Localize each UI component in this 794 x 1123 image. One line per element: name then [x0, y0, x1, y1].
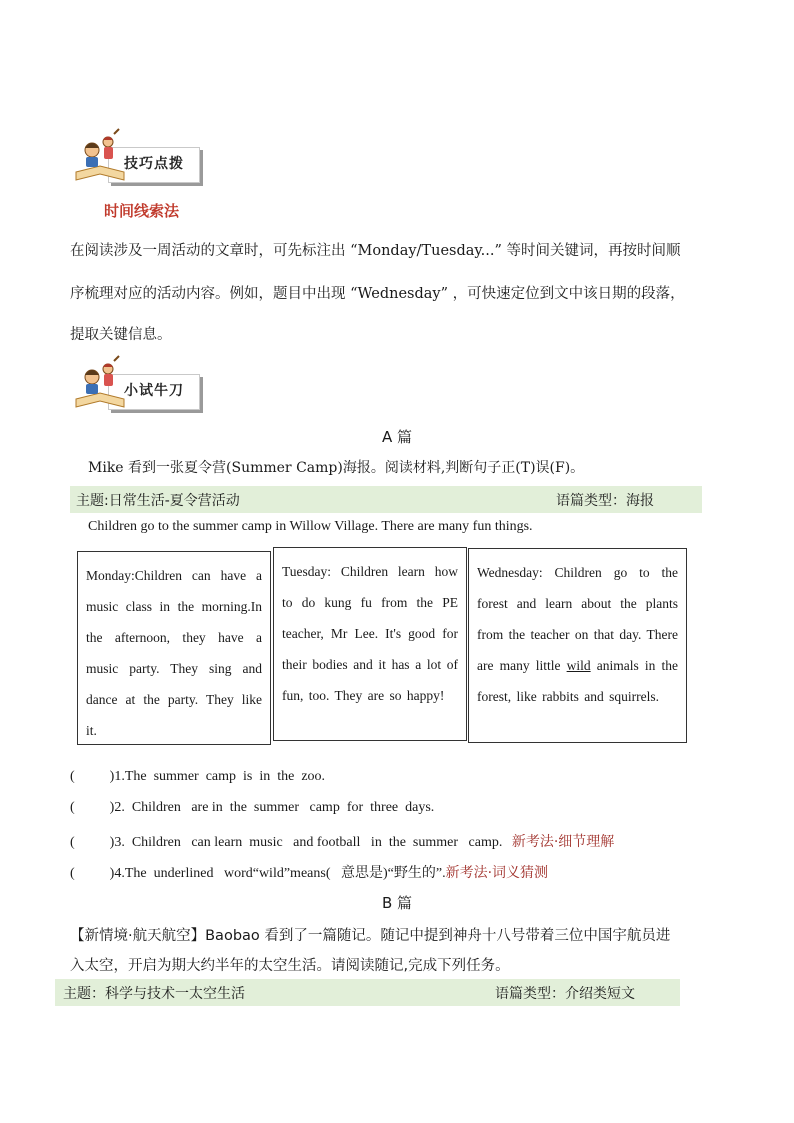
poster-text-wednesday-before: Wednesday: Children go to the forest and learn about the plants from the teacher on that day. There are many little: [477, 565, 678, 673]
answer-blank[interactable]: ( ): [70, 866, 115, 881]
question-row: [70, 862, 548, 882]
answer-blank[interactable]: ( ): [70, 835, 115, 850]
part-b-intro-line-2: 入太空，开启为期大约半年的太空生活。请阅读随记,完成下列任务。: [70, 958, 510, 974]
answer-blank[interactable]: ( ): [70, 800, 115, 815]
poster-box-wednesday: [468, 548, 687, 743]
part-a-lead: Children go to the summer camp in Willow Village. There are many fun things.: [88, 519, 533, 534]
poster-text-tuesday: Tuesday: Children learn how to do kung fu from the PE teacher, Mr Lee. It's good for their bodies and it has a lot of fun, too. They are so happy!: [282, 564, 458, 703]
underlined-word-wild: wild: [566, 658, 591, 673]
tip-paragraph-line-2: 序梳理对应的活动内容。例如，题目中出现 “Wednesday” ，可快速定位到文中该日期的段落，: [70, 286, 685, 302]
reading-kid-icon: [70, 128, 130, 188]
part-b-intro-line-1: 【新情境·航天航空】Baobao 看到了一篇随记。随记中提到神舟十八号带着三位中国宇航员进: [70, 928, 671, 944]
question-tag: 新考法·细节理解: [511, 834, 615, 850]
poster-box-monday: [77, 551, 271, 745]
method-title: 时间线索法: [104, 202, 180, 220]
poster-box-tuesday: [273, 547, 467, 741]
reading-kid-icon: [70, 355, 130, 415]
badge-label-practice: 小试牛刀: [124, 383, 184, 399]
poster-text-monday: Monday:Children can have a music class in the morning.In the afternoon, they have a music party. They sing and dance at the party. They like it.: [86, 568, 262, 738]
badge-label-tips: 技巧点拨: [124, 156, 184, 172]
part-b-topic: 主题：科学与技术一太空生活: [63, 986, 245, 1002]
part-b-heading: B 篇: [381, 894, 413, 912]
question-text: 3. Children can learn music and football in the summer camp.: [114, 835, 503, 850]
part-a-topic: 主题:日常生活-夏令营活动: [76, 493, 240, 509]
tip-paragraph-line-1: 在阅读涉及一周活动的文章时，可先标注出 “Monday/Tuesday...” 等时间关键词，再按时间顺: [70, 243, 681, 259]
question-tag: 新考法·词义猜测: [445, 865, 549, 881]
part-a-intro: Mike 看到一张夏令营(Summer Camp)海报。阅读材料,判断句子正(T)误(F)。: [88, 460, 585, 476]
part-a-genre: 语篇类型：海报: [556, 493, 654, 509]
question-text: 2. Children are in the summer camp for three days.: [114, 800, 435, 815]
answer-blank[interactable]: ( ): [70, 769, 115, 784]
question-row: [70, 800, 434, 816]
question-text: 1.The summer camp is in the zoo.: [114, 769, 326, 784]
part-a-heading: A 篇: [381, 428, 413, 446]
part-a-topic-bar: [70, 486, 702, 513]
part-b-genre: 语篇类型：介绍类短文: [495, 986, 635, 1002]
question-row: [70, 831, 614, 851]
part-b-topic-bar: [55, 979, 680, 1006]
question-text: 4.The underlined word“wild”means( 意思是)“野生的”.: [114, 866, 446, 881]
question-row: [70, 769, 325, 785]
tip-paragraph-line-3: 提取关键信息。: [70, 327, 172, 343]
poster-text-wednesday-after: animals in the forest, like rabbits and squirrels.: [477, 658, 678, 704]
